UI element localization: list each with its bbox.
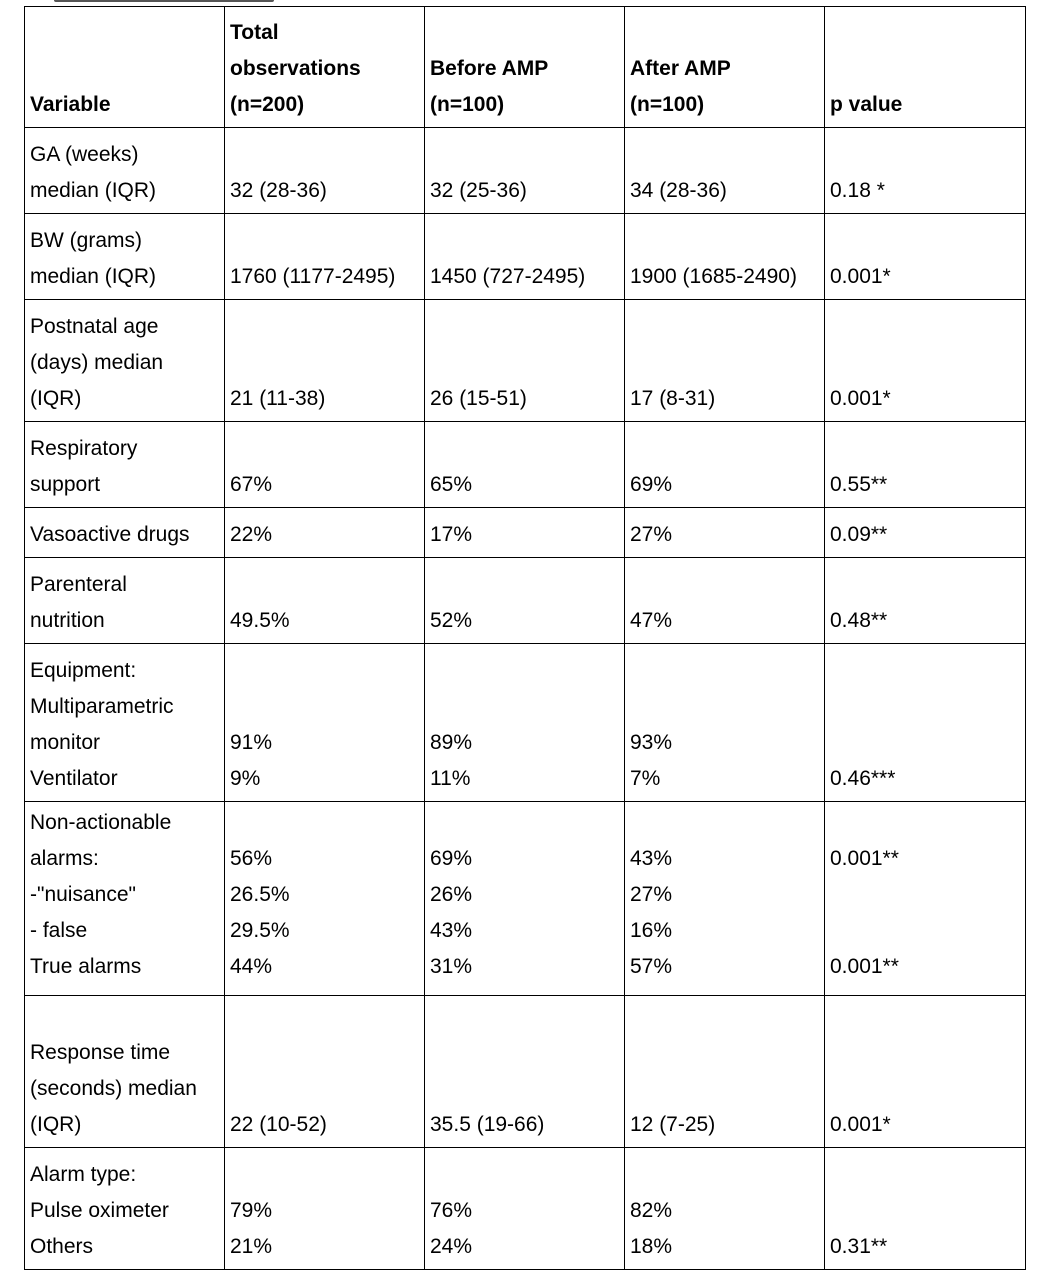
cell-variable	[25, 214, 225, 300]
cell-line: 49.5%	[230, 609, 290, 632]
cell-line: alarms:	[30, 847, 99, 870]
cell-p-value	[825, 558, 1026, 644]
cell-p-value	[825, 1148, 1026, 1270]
cell-line: 69%	[630, 473, 673, 496]
header-p-value	[825, 7, 1026, 128]
cell-line: Equipment:	[30, 659, 137, 682]
cell-line: monitor	[30, 731, 101, 754]
cropped-text-fragment	[24, 0, 324, 3]
cell-after-amp	[625, 558, 825, 644]
cell-line: 1450 (727-2495)	[430, 265, 586, 288]
table-row	[25, 996, 1026, 1148]
table-row	[25, 508, 1026, 558]
cell-line	[830, 913, 1020, 949]
cell-total	[225, 1148, 425, 1270]
cell-line: 27%	[630, 523, 673, 546]
cell-line: 67%	[230, 473, 273, 496]
header-row	[25, 7, 1026, 128]
table-row	[25, 644, 1026, 802]
cell-line: (IQR)	[30, 387, 82, 410]
cell-line: 79%	[230, 1199, 273, 1222]
cell-line: 91%	[230, 731, 273, 754]
cell-line: 35.5 (19-66)	[430, 1113, 545, 1136]
cell-line: 52%	[430, 609, 473, 632]
header-total	[225, 7, 425, 128]
cell-line: 82%	[630, 1199, 673, 1222]
cell-line: nutrition	[30, 609, 105, 632]
cell-line	[830, 805, 1020, 841]
cell-line: 65%	[430, 473, 473, 496]
table-row	[25, 558, 1026, 644]
cell-line: 93%	[630, 731, 673, 754]
cell-line: Pulse oximeter	[30, 1199, 169, 1222]
cell-total	[225, 422, 425, 508]
cell-line: Response time	[30, 1041, 171, 1064]
cell-variable	[25, 128, 225, 214]
table-header	[25, 7, 1026, 128]
cell-line: 7%	[630, 767, 661, 790]
cell-line: 47%	[630, 609, 673, 632]
cell-p-value	[825, 644, 1026, 802]
cell-after-amp	[625, 214, 825, 300]
cell-line: 16%	[630, 919, 673, 942]
cell-variable	[25, 508, 225, 558]
cell-line: 17 (8-31)	[630, 387, 716, 410]
cell-line: Non-actionable	[30, 811, 172, 834]
cell-line: 24%	[430, 1235, 473, 1258]
cell-total	[225, 300, 425, 422]
cell-line: 27%	[630, 883, 673, 906]
cell-after-amp	[625, 300, 825, 422]
cell-variable	[25, 644, 225, 802]
cell-line: (seconds) median	[30, 1077, 197, 1100]
cell-line: 26%	[430, 883, 473, 906]
cell-line: After AMP	[630, 57, 731, 80]
cell-line: 0.001**	[830, 847, 899, 870]
cell-line	[630, 805, 819, 841]
cell-line: 69%	[430, 847, 473, 870]
cell-after-amp	[625, 802, 825, 996]
cell-line: 21%	[230, 1235, 273, 1258]
cell-line: 0.18 *	[830, 179, 885, 202]
cell-line: (n=100)	[630, 93, 705, 116]
cell-line: 89%	[430, 731, 473, 754]
cell-line: Total	[230, 21, 279, 44]
cell-after-amp	[625, 1148, 825, 1270]
cell-line: 22%	[230, 523, 273, 546]
cell-line: 0.001*	[830, 265, 891, 288]
cell-after-amp	[625, 422, 825, 508]
cell-p-value	[825, 508, 1026, 558]
header-before-amp	[425, 7, 625, 128]
cell-total	[225, 644, 425, 802]
cell-line: 57%	[630, 955, 673, 978]
cell-before-amp	[425, 802, 625, 996]
cell-line: 29.5%	[230, 919, 290, 942]
cell-line	[230, 805, 419, 841]
table-row	[25, 1148, 1026, 1270]
cell-line: Multiparametric	[30, 695, 174, 718]
cell-line: Variable	[30, 93, 111, 116]
cell-line: -"nuisance"	[30, 883, 136, 906]
header-after-amp	[625, 7, 825, 128]
table-row	[25, 422, 1026, 508]
cell-p-value	[825, 128, 1026, 214]
cell-line: 11%	[430, 767, 471, 790]
cell-total	[225, 996, 425, 1148]
cell-line: Parenteral	[30, 573, 127, 596]
cell-after-amp	[625, 128, 825, 214]
cell-line: 0.55**	[830, 473, 888, 496]
cell-total	[225, 128, 425, 214]
cell-before-amp	[425, 300, 625, 422]
cell-p-value	[825, 802, 1026, 996]
cell-line	[30, 999, 219, 1035]
cell-line: 26.5%	[230, 883, 290, 906]
cell-line: 1900 (1685-2490)	[630, 265, 797, 288]
cell-before-amp	[425, 644, 625, 802]
data-table	[24, 6, 1026, 1270]
cell-line: 0.48**	[830, 609, 888, 632]
cell-line: 0.001*	[830, 1113, 891, 1136]
cell-variable	[25, 300, 225, 422]
cell-line: Before AMP	[430, 57, 549, 80]
cell-p-value	[825, 422, 1026, 508]
header-variable	[25, 7, 225, 128]
cell-line: 21 (11-38)	[230, 387, 326, 410]
cell-before-amp	[425, 128, 625, 214]
cell-after-amp	[625, 508, 825, 558]
cell-line: (n=100)	[430, 93, 505, 116]
cell-line: - false	[30, 919, 88, 942]
cell-line: 0.31**	[830, 1235, 888, 1258]
cell-variable	[25, 558, 225, 644]
cell-total	[225, 802, 425, 996]
table-row	[25, 214, 1026, 300]
cell-variable	[25, 422, 225, 508]
cell-p-value	[825, 214, 1026, 300]
cell-before-amp	[425, 422, 625, 508]
cell-line: 1760 (1177-2495)	[230, 265, 396, 288]
cell-line: 26 (15-51)	[430, 387, 527, 410]
cell-line: 0.001*	[830, 387, 891, 410]
cell-p-value	[825, 300, 1026, 422]
cell-line: observations	[230, 57, 361, 80]
cell-line: True alarms	[30, 955, 142, 978]
cell-p-value	[825, 996, 1026, 1148]
cell-line: 44%	[230, 955, 273, 978]
cell-line: p value	[830, 93, 903, 116]
table-body	[25, 128, 1026, 1270]
cell-line: BW (grams)	[30, 229, 142, 252]
cell-line: (days) median	[30, 351, 164, 374]
cell-line: 0.09**	[830, 523, 888, 546]
cell-line: 18%	[630, 1235, 673, 1258]
cell-before-amp	[425, 214, 625, 300]
cell-line: Others	[30, 1235, 94, 1258]
cell-line: 9%	[230, 767, 261, 790]
cell-line: Postnatal age	[30, 315, 159, 338]
cell-line: 22 (10-52)	[230, 1113, 327, 1136]
cell-before-amp	[425, 996, 625, 1148]
table-row	[25, 300, 1026, 422]
cell-line: 0.46***	[830, 767, 896, 790]
cell-line: 31%	[430, 955, 473, 978]
cell-line: support	[30, 473, 101, 496]
cell-line: GA (weeks)	[30, 143, 139, 166]
cell-line: 43%	[630, 847, 673, 870]
cell-line: 12 (7-25)	[630, 1113, 716, 1136]
cell-line: (IQR)	[30, 1113, 82, 1136]
cell-line: Vasoactive drugs	[30, 523, 190, 546]
cell-line: 17%	[430, 523, 473, 546]
cell-variable	[25, 1148, 225, 1270]
cell-line: Respiratory	[30, 437, 138, 460]
cell-line: 76%	[430, 1199, 473, 1222]
cell-line: median (IQR)	[30, 179, 157, 202]
cell-variable	[25, 802, 225, 996]
cell-after-amp	[625, 644, 825, 802]
cell-after-amp	[625, 996, 825, 1148]
cell-before-amp	[425, 508, 625, 558]
cell-line: median (IQR)	[30, 265, 157, 288]
table-row	[25, 802, 1026, 996]
cell-before-amp	[425, 558, 625, 644]
cell-total	[225, 558, 425, 644]
cell-line: Ventilator	[30, 767, 118, 790]
cell-line: Alarm type:	[30, 1163, 137, 1186]
cell-line: 56%	[230, 847, 273, 870]
cell-total	[225, 214, 425, 300]
cell-line	[830, 877, 1020, 913]
cell-before-amp	[425, 1148, 625, 1270]
cell-line: 32 (25-36)	[430, 179, 527, 202]
cell-line: 0.001**	[830, 955, 899, 978]
cell-line	[430, 805, 619, 841]
cell-line: 34 (28-36)	[630, 179, 727, 202]
cell-line: (n=200)	[230, 93, 305, 116]
cell-line: 43%	[430, 919, 473, 942]
table-row	[25, 128, 1026, 214]
cell-line: 32 (28-36)	[230, 179, 327, 202]
cell-variable	[25, 996, 225, 1148]
cell-total	[225, 508, 425, 558]
